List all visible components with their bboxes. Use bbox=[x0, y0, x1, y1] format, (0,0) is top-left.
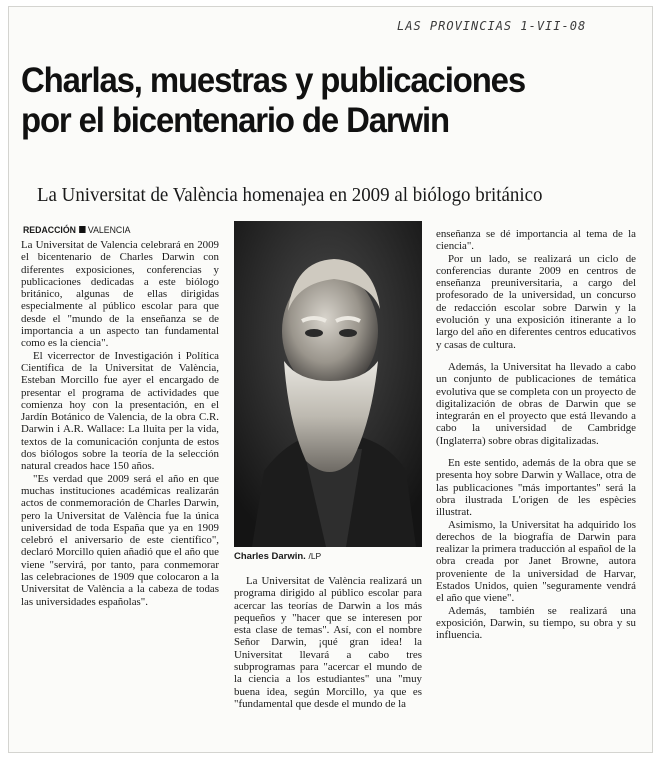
darwin-portrait-photo bbox=[234, 221, 422, 547]
paragraph: En este sentido, además de la obra que se presenta hoy sobre Darwin y Wallace, otra de las publicaciones "más importantes" será la obra ilustrada L'origen de les espècies illustrat. bbox=[436, 457, 636, 519]
article-column-1 bbox=[21, 239, 219, 608]
byline bbox=[23, 225, 130, 236]
paragraph: Además, también se realizará una exposición, Darwin, su tiempo, su obra y su influencia. bbox=[436, 604, 636, 642]
paragraph: Asimismo, la Universitat ha adquirido los derechos de la biografía de Darwin para realizar la primera traducción al español de la obra creada por Janet Browne, autora proveniente de la universidad de Harvar, Estados Unidos, quien "seguramente vendrá el año que viene". bbox=[436, 518, 636, 605]
headline-line-1: Charlas, muestras y publicaciones bbox=[21, 61, 526, 100]
handwritten-source-note: LAS PROVINCIAS 1-VII-08 bbox=[397, 19, 587, 33]
paragraph: La Universitat de Valencia celebrará en 2009 el bicentenario de Charles Darwin con diferentes exposiciones, conferencias y publicaciones dedicadas a este biólogo británico, algunas de ellas dirigidas especialmente al público escolar para que desde el "mundo de la enseñanza se de importancia a un aspecto tan fundamental como es la ciencia". bbox=[21, 239, 219, 350]
caption-text: Charles Darwin. bbox=[234, 551, 306, 562]
paragraph: La Universitat de València realizará un programa dirigido al público escolar para acercar las teorías de Darwin a los más pequeños y "hacer que se interesen por esta clase de temas". Así, con el nombre Señor Darwin, ¡qué gran idea! la Universitat llevará a cabo tres subprogramas para "acercar el mundo de la ciencia a los estudiantes" una "muy buena idea, según Morcillo, ya que es "fundamental que desde el mundo de la bbox=[234, 575, 422, 710]
newspaper-clipping bbox=[8, 6, 653, 753]
subheadline: La Universitat de València homenajea en 2009 al biólogo británico bbox=[37, 185, 543, 206]
article-column-2 bbox=[234, 575, 422, 710]
paragraph: enseñanza se dé importancia al tema de la ciencia". bbox=[436, 228, 636, 253]
byline-place: VALENCIA bbox=[87, 225, 131, 236]
paragraph: Además, la Universitat ha llevado a cabo un conjunto de publicaciones de temática evolutiva que se completa con un proyecto de digitalización de obras de Darwin que se integrarán en el proyecto que está llevando a cabo la universidad de Cambridge (Inglaterra) sobre obras digitalizadas. bbox=[436, 360, 636, 447]
headline bbox=[21, 61, 608, 141]
paragraph: "Es verdad que 2009 será el año en que muchas instituciones académicas realizarán actos de conmemoración de Charles Darwin, pero la Universitat de València fue la única universidad de toda España que ya en 1909 celebró el aniversario de este científico", declaró Morcillo quien añadió que el año que viene "servirá, por tanto, para conmemorar las celebraciones de 1909 que colocaron a la Universitat de València a la cabeza de todas las universidades españolas". bbox=[21, 472, 219, 608]
darwin-portrait-illustration bbox=[234, 221, 422, 547]
photo-credit: /LP bbox=[308, 551, 322, 561]
article-column-3 bbox=[436, 228, 636, 642]
headline-line-2: por el bicentenario de Darwin bbox=[21, 101, 449, 140]
photo-caption bbox=[234, 551, 321, 562]
paragraph: Por un lado, se realizará un ciclo de conferencias durante 2009 en centros de enseñanza preuniversitaria, a cargo del profesorado de la universidad, un concurso de redacción escolar sobre Darwin y la evolución y una exposición itinerante a lo largo del año en diferentes centros educativos y casas de cultura. bbox=[436, 252, 636, 351]
paragraph: El vicerrector de Investigación i Política Científica de la Universitat de València, Esteban Morcillo fue ayer el encargado de presentar el programa de actividades que comienza hoy con la presentación, en el Jardín Botánico de Valencia, de la obra C.R. Darwin i A.R. Wallace: La lluita per la vida, textos de la comunicación conjunta de estos dos biólogos sobre la teoría de la selección natural creados hace 150 años. bbox=[21, 349, 219, 473]
byline-author: REDACCIÓN bbox=[23, 225, 76, 236]
byline-separator-square bbox=[79, 226, 85, 233]
